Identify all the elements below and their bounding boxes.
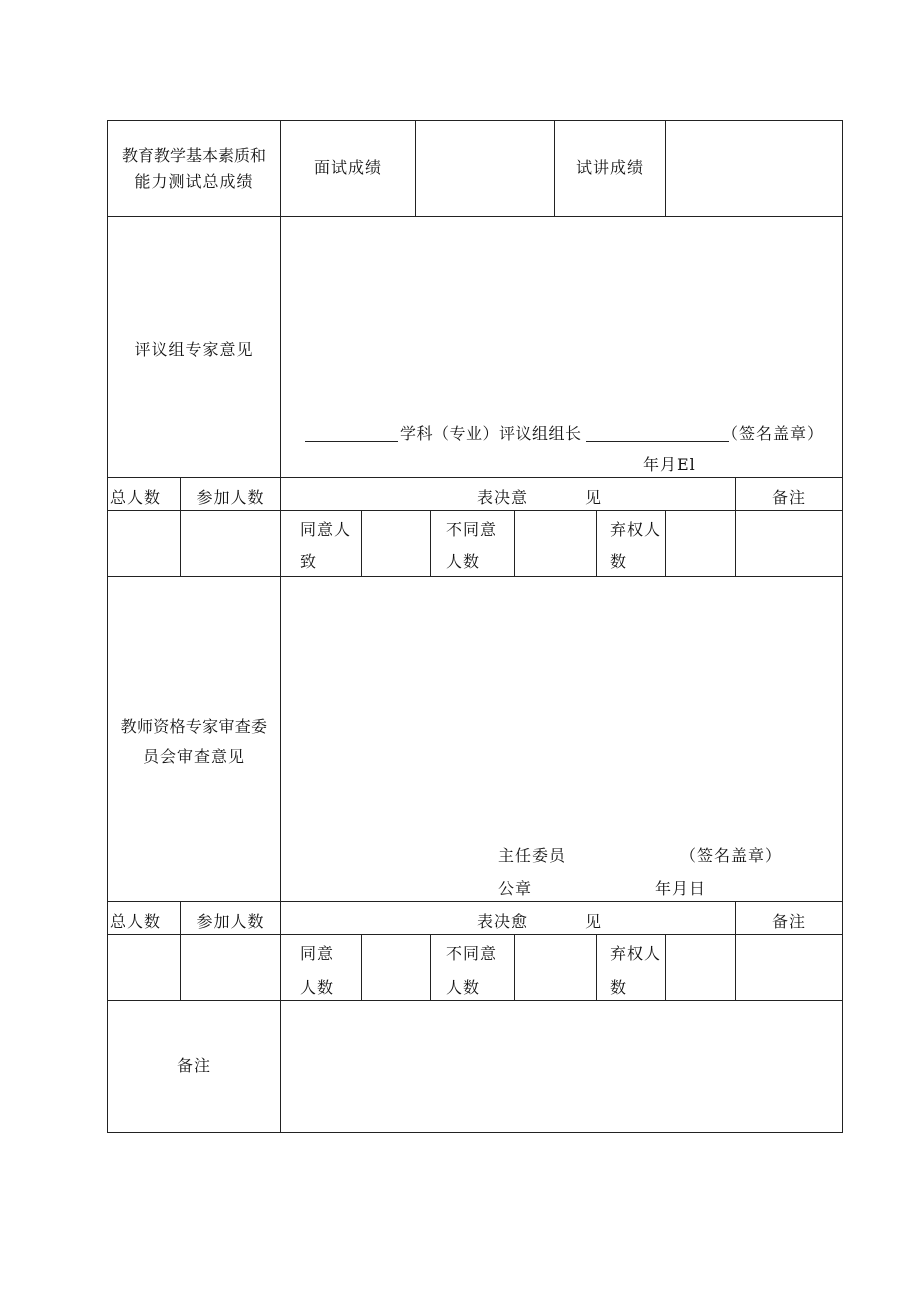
vote1-divider-a bbox=[361, 510, 362, 577]
vote1-agree-label-line2: 致 bbox=[300, 552, 318, 571]
row-divider-scores bbox=[107, 216, 843, 217]
vote1-result-label: 表决意 bbox=[477, 488, 529, 507]
vote1-divider-b bbox=[430, 510, 431, 577]
basic-quality-label-line1: 教育教学基本素质和 bbox=[121, 146, 266, 165]
table-border-left bbox=[107, 120, 108, 1133]
lecture-score-value[interactable] bbox=[666, 121, 842, 216]
lecture-score-label: 试讲成绩 bbox=[575, 158, 644, 177]
vote1-agree-label-line1: 同意人 bbox=[300, 520, 352, 539]
vote1-abstain-label-line2: 数 bbox=[610, 552, 628, 571]
interview-score-value[interactable] bbox=[416, 121, 554, 216]
vote2-disagree-label-line2: 人数 bbox=[446, 978, 481, 997]
vote2-divider-b bbox=[430, 934, 431, 1001]
vote1-disagree-label-line2: 人数 bbox=[446, 552, 481, 571]
vote1-participants-label: 参加人数 bbox=[196, 488, 265, 507]
vote2-abstain-label-line2: 数 bbox=[610, 978, 628, 997]
row-divider-panel bbox=[107, 477, 843, 478]
row-divider-committee bbox=[107, 901, 843, 902]
row-divider-vote1-header bbox=[107, 510, 843, 511]
vote1-remarks-label: 备注 bbox=[771, 488, 806, 507]
vote1-divider-c bbox=[514, 510, 515, 577]
vote2-agree-label-line2: 人数 bbox=[300, 978, 335, 997]
vote2-result-label: 表决愈 bbox=[477, 912, 529, 931]
committee-opinion-label-line1: 教师资格专家审查委 bbox=[120, 717, 268, 736]
panel-opinion-label: 评议组专家意见 bbox=[134, 340, 254, 359]
vote1-total-label: 总人数 bbox=[110, 488, 162, 507]
vote2-abstain-label-line1: 弃权人 bbox=[610, 944, 662, 963]
committee-opinion-label-line2: 员会审查意见 bbox=[142, 747, 245, 766]
remarks-section-content[interactable] bbox=[281, 1001, 842, 1132]
vote2-divider-e bbox=[665, 934, 666, 1001]
vote2-divider-a bbox=[361, 934, 362, 1001]
interview-score-label: 面试成绩 bbox=[313, 158, 382, 177]
vote1-divider-e bbox=[665, 510, 666, 577]
vote2-participants-label: 参加人数 bbox=[196, 912, 265, 931]
committee-seal-label: 公章 bbox=[498, 879, 533, 898]
vote2-divider-c bbox=[514, 934, 515, 1001]
vote2-agree-label-line1: 同意 bbox=[300, 944, 335, 963]
committee-sign-seal: （签名盖章） bbox=[680, 846, 783, 865]
panel-date: 年月El bbox=[643, 455, 696, 474]
subject-leader-text: 学科（专业）评议组组长 bbox=[400, 424, 582, 443]
table-border-right bbox=[842, 120, 843, 1133]
vote2-remarks-label: 备注 bbox=[771, 912, 806, 931]
remarks-section-label: 备注 bbox=[176, 1056, 211, 1075]
vote2-total-label: 总人数 bbox=[110, 912, 162, 931]
vote2-disagree-label-line1: 不同意 bbox=[446, 944, 498, 963]
vote1-result-suffix: 见 bbox=[585, 488, 603, 507]
committee-date: 年月日 bbox=[655, 879, 707, 898]
row-divider-vote1 bbox=[107, 576, 843, 577]
row-divider-vote2-header bbox=[107, 934, 843, 935]
committee-director-label: 主任委员 bbox=[498, 846, 567, 865]
vote1-divider-d bbox=[596, 510, 597, 577]
leader-signature-underline bbox=[586, 441, 729, 442]
panel-sign-seal: （签名盖章） bbox=[722, 424, 825, 443]
vote1-disagree-label-line1: 不同意 bbox=[446, 520, 498, 539]
vote1-abstain-label-line1: 弃权人 bbox=[610, 520, 662, 539]
subject-blank-underline bbox=[305, 441, 398, 442]
label-column-divider bbox=[280, 120, 281, 1133]
vote2-divider-d bbox=[596, 934, 597, 1001]
vote2-result-suffix: 见 bbox=[585, 912, 603, 931]
table-border-bottom bbox=[107, 1132, 843, 1133]
basic-quality-label-line2: 能力测试总成绩 bbox=[134, 172, 254, 191]
